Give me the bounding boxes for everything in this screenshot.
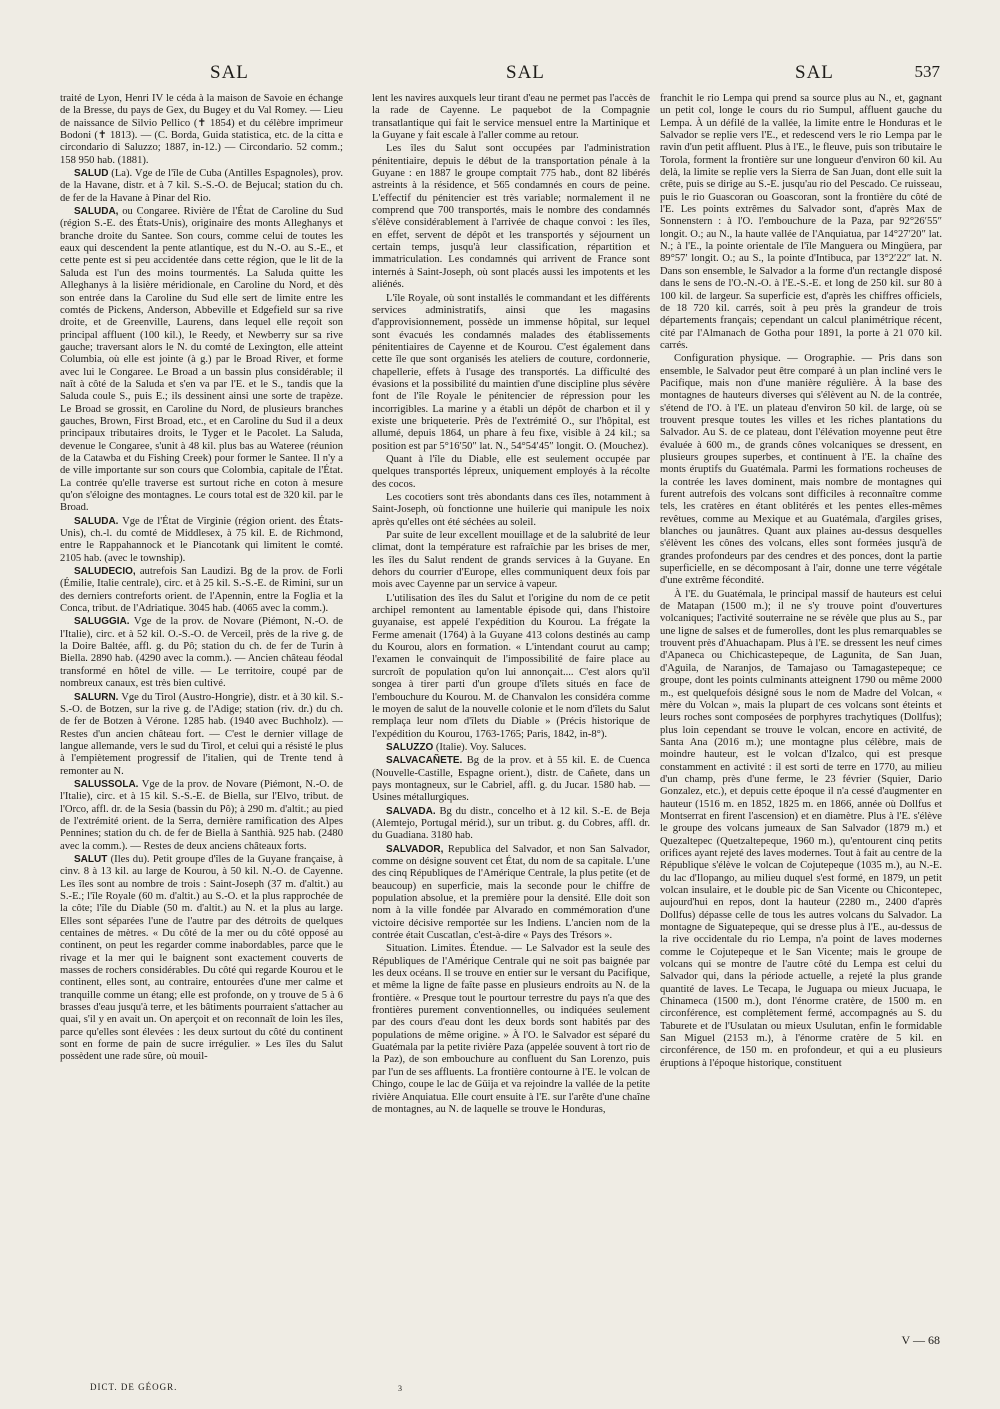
entry-headword: SALUDA. (74, 515, 119, 527)
entry-paragraph (372, 492, 650, 529)
entry-text: (La). Vge de l'île de Cuba (Antilles Espagnoles), prov. de la Havane, distr. et à 7 kil. S.-S.-O. de Bejucal; station du ch. de fer de la Havane à Pinar del Rio. (60, 168, 343, 204)
page-number: 537 (914, 62, 940, 81)
entry-paragraph (372, 454, 650, 491)
entry-paragraph (660, 589, 942, 1070)
dictionary-entry (372, 742, 650, 754)
dictionary-entry (60, 168, 343, 205)
entry-headword: SALVACAÑETE. (386, 755, 463, 767)
entry-text: traité de Lyon, Henri IV le céda à la maison de Savoie en échange de la Bresse, du pays de Gex, du Bugey et du Val Romey. — Lieu de naissance de Silvio Pellico (✝ 1854) et du célèbre imprimeur Bodoni (✝ 1813). — (C. Borda, Guida statistica, etc. de la citta e circondario di Saluzzo; 1887, in-12.) — Circondario. 52 comm.; 158 950 hab. (1881). (60, 93, 343, 166)
entry-text: Vge du Tirol (Austro-Hongrie), distr. et à 30 kil. S.-S.-O. de Botzen, sur la rive g. de l'Adige; station (riv. dr.) du ch. de fer de Botzen à Vérone. 1285 hab. (1940 avec Buchholz). — Restes d'un ancien château fort. — C'est le dernier village de langue allemande, vers le sud du Tirol, et celui qui a résisté le plus à l'empiètement progressif de l'italien, qui de Trente tend à remonter au N. (60, 691, 343, 777)
dictionary-entry (60, 206, 343, 515)
entry-text: autrefois San Laudizi. Bg de la prov. de Forli (Émilie, Italie centrale), circ. et à 25 kil. S.-S.-E. de Rimini, sur un des derniers contreforts orient. de l'Apennin, entre la Foglia et la Conca, tribut. de l'Adriatique. 3045 hab. (4065 avec la comm.). (60, 566, 343, 615)
entry-text: Situation. Limites. Étendue. — Le Salvador est la seule des Républiques de l'Amérique Centrale qui ne soit pas baignée par les deux océans. Il se trouve en entier sur le versant du Pacifique, et même la ligne de faîte passe en plusieurs endroits au N. de la frontière. « Presque tout le pourtour terrestre du pays n'a que des frontières purement conventionnelles, ou indiquées seulement par des cours d'eau dont les deux bords sont habités par des populations de même origine. » À l'O. le Salvador est séparé du Guatémala par la petite rivière Paza (appelée souvent à tort rio de la Paz), de son embouchure au confluent du San Lorenzo, puis par l'un de ses affluents. La frontière contourne à l'E. le volcan de Chingo, coupe le lac de Güija et va rejoindre la vallée de la petite rivière Anquiatua. Elle court ensuite à l'E. sur l'arête d'une chaîne de montagnes, au N. de laquelle se trouve le Honduras, (372, 943, 650, 1115)
entry-headword: SALUDA, (74, 206, 119, 218)
entry-text: Configuration physique. — Orographie. — Pris dans son ensemble, le Salvador peut être comparé à un plan incliné vers le Pacifique, mais non d'une manière régulière. À la base des montagnes de hauteurs diverses qui s'élèvent au N. de la contrée, s'étend de l'O. à l'E. un plateau d'environ 50 kil. de large, où se trouvent presque toutes les villes et les riches plantations du Salvador. Au S. de ce plateau, dont l'élévation moyenne peut être évaluée à 600 m., de grands cônes volcaniques se dressent, en plusieurs groupes superbes, et continuent à l'E. la chaîne des monts éruptifs du Guatémala. Parmi les formations rocheuses de la contrée les laves dominent, mais nombre de montagnes qui furent autrefois des volcans sont difficiles à reconnaître comme tels, les cratères en étant oblitérés et les pentes elles-mêmes revêtues, comme au Mexique et au Guatémala, d'argiles grises, blanches ou jaunâtres. Quant aux plaines au-dessus desquelles s'élèvent les cônes des volcans, elles sont formées jusqu'à de grandes profondeurs par des cendres et des ponces, dont la partie superficielle, en se décomposant à l'air, donne une terre végétale d'une extrême fécondité. (660, 353, 942, 587)
entry-paragraph (660, 93, 942, 352)
entry-text: Vge de l'État de Virginie (région orient. des États-Unis), ch.-l. du comté de Middlesex, à 75 kil. E. de Richmond, entre le Rappahannock et le Piancotank qui limitent le comté. 2105 hab. (avec le township). (60, 515, 343, 564)
entry-headword: SALURN. (74, 691, 119, 703)
entry-paragraph (372, 530, 650, 592)
entry-text: L'île Royale, où sont installés le commandant et les différents services administratifs, ainsi que les magasins d'approvisionnement, possède un immense hôpital, sur lequel sont évacués les condamnés malades des établissements pénitentiaires de Cayenne et de Kourou. C'est également dans cette île que sont organisés les ateliers de couture, cordonnerie, chapellerie, effets à l'usage des transportés. La difficulté des évasions et la possibilité du maintien d'une discipline plus sévère font de l'île Royale le pénitencier de répression pour les incorrigibles. La marine y a établi un dépôt de charbon et il y existe une briqueterie. Près de l'extrémité O., sur l'hôpital, est allumé, depuis 1864, un phare à feu fixe, visible à 24 kil.; sa position est par 5°16′50″ lat. N., 54°54′45″ longit. O. (Mouchez). (372, 292, 650, 452)
entry-text: Par suite de leur excellent mouillage et de la salubrité de leur climat, dont la température est rafraîchie par les brises de mer, les îles du Salut rendent de grands services à la Guyane. En dehors du courrier d'Europe, elles communiquent deux fois par mois avec Cayenne par un service à vapeur. (372, 530, 650, 591)
entry-text: (Iles du). Petit groupe d'îles de la Guyane française, à cinv. 8 à 13 kil. au large de Kourou, à 50 kil. N.-O. de Cayenne. Les îles sont au nombre de trois : Saint-Joseph (37 m. d'altit.) au S.-E.; l'île Royale (60 m. d'altit.) au S.-O. et la plus rapprochée de la côte; l'île du Diable (50 m. d'altit.) au N. et la plus au large. Elles sont séparées l'une de l'autre par des détroits de quelques centaines de mètres. « Du côté de la mer ou du côté opposé au continent, on peut les regarder comme inabordables, parce que le rivage et la mer qui le baignent sont exactement couverts de masses de rochers considérables. Du côté qui regarde Kourou et le continent, elles sont, au contraire, entourées d'une mer calme et tranquille comme un étang; elle est profonde, on y trouve de 5 à 6 brasses d'eau jusqu'à terre, et les bâtiments pourraient s'attacher au quai, s'il y en avait un. On aperçoit et on reconnaît de loin les îles, parce qu'elles sont élevées : les deux surtout du côté du continent sont en forme de pain de sucre irrégulier. » Les îles du Salut possèdent une rade sûre, où mouil- (60, 853, 343, 1063)
entry-text: L'utilisation des îles du Salut et l'origine du nom de ce petit archipel remontent au lamentable épisode qui, dans l'histoire guyanaise, est appelé l'expédition du Kourou. La frégate la Ferme amenait (1764) à la Guyane 413 colons destinés au camp du Kourou, alors en formation. « L'intendant courut au camp; l'examen le convainquit de l'impossibilité de faire place au surcroît de population qu'on lui annonçait.... C'est alors qu'il songea à tirer parti d'un groupe d'îlets situés en face de l'embouchure du Kourou. M. de Chanvalon les considéra comme le moyen de salut de la nouvelle colonie et le nom d'îlets du Salut remplaça leur nom d'îlets du Diable » (Précis historique de l'expédition du Kourou, 1763-1765; Paris, 1842, in-8°). (372, 592, 650, 740)
header-right-word: SAL (795, 62, 834, 83)
entry-headword: SALUDECIO, (74, 566, 136, 578)
header-left-word: SAL (210, 62, 249, 83)
entry-headword: SALUD (74, 168, 109, 180)
entry-paragraph (372, 93, 650, 142)
entry-paragraph (372, 593, 650, 741)
dictionary-entry (60, 854, 343, 1064)
dictionary-entry (372, 844, 650, 943)
entry-text: À l'E. du Guatémala, le principal massif de hauteurs est celui de Matapan (1500 m.); il ne s'y trouve point d'ouvertures volcaniques; l'activité souterraine ne se révèle que plus au S., par une ligne de salses et de fumerolles, dont les plus remarquables se trouvent près d'Ahuachapam. Plus à l'E. se dressent les neuf cimes d'Apaneca ou Chichicastepeque, de Lagunita, de San Juan, d'Aguila, de Naranjos, de Tamajaso ou Tamagastepeque; ce groupe, dont les points culminants atteignent 1790 ou même 2000 m., est quelquefois désigné sous le nom de Madre del Volcan, « mère du Volcan », mais la plupart de ces volcans sont éteints et leurs roches sont composées de porphyres trachytiques (Dollfus); plus loin cependant se trouve le volcan, encore en activité, de Santa Ana (2016 m.); une montagne plus célèbre, mais de moindre hauteur, est le volcan d'Izalco, qui est presque constamment en activité : il est sorti de terre en 1770, au milieu d'un champ, près d'une ferme, le 23 février (Squier, Dario Gonzalez, etc.), et depuis cette époque il n'a cessé d'augmenter en hauteur (1516 m. en 1852, 1825 m. en 1866, année où Dollfus et Montserrat en firent l'ascension) et en diamètre. Plus à l'E. s'élève le groupe des volcans jumeaux de San Salvador (1879 m.) et Quezaltepec (Quetzaltepeque, 1960 m.), qu'entourent cinq petits orifices ayant rejeté des laves modernes. Tout à fait au centre de la République s'élève le volcan de Cojutepeque (1035 m.), au N.-E. du lac d'Ilopango, au milieu duquel s'est formé, en 1879, un petit volcan insulaire, et le double pic de San Vicente ou Chicontepec, aujourd'hui en repos, dont la hauteur (2280 m., 2400 d'après Dollfus) dépasse celle de tous les autres volcans du Salvador. La montagne de Siguatepeque, qui se dresse plus à l'E., au-dessus de la rive occidentale du rio Lempa, n'a point de laves modernes comme le Cojutepeque et le San Vicente; mais le groupe de volcans qui se montre de l'autre côté du Lempa est celui du Salvador qui, dans la période actuelle, a rejeté la plus grande quantité de laves. Le Tecapa, le Juguapa ou mieux Jucuapa, le Chinameca (1500 m.), dont l'énorme cratère, de 1500 m. en circonférence, est complètement fermé, accompagnés au S. du Taburete et de l'Usulatan ou mieux Usulutan, enfin le formidable San Miguel (2153 m.), à l'énorme cratère de 5 kil. en circonférence, de 150 m. en profondeur, et qui a eu plusieurs éruptions à l'époque historique, constituent (660, 588, 942, 1069)
entry-text: Vge de la prov. de Novare (Piémont, N.-O. de l'Italie), circ. et à 52 kil. O.-S.-O. de Verceil, près de la rive g. de la Doire Baltée, affl. g. du Pô; station du ch. de fer de Turin à Biella. 2890 hab. (4290 avec la comm.). — Ancien château féodal transformé en hôtel de ville. — Le territoire, coupé par de nombreux canaux, est très bien cultivé. (60, 616, 343, 690)
entry-paragraph (60, 93, 343, 167)
footer-signature: DICT. DE GÉOGR. (90, 1382, 178, 1392)
entry-paragraph (372, 143, 650, 291)
dictionary-entry (60, 566, 343, 615)
entry-text: Bg de la prov. et à 55 kil. E. de Cuenca (Nouvelle-Castille, Espagne orient.), distr. de Cañete, dans un pays montagneux, sur le Cabriel, affl. g. du Jucar. 1580 hab. — Usines métallurgiques. (372, 755, 650, 804)
entry-paragraph (660, 353, 942, 588)
entry-text: lent les navires auxquels leur tirant d'eau ne permet pas l'accès de la rade de Cayenne. Le paquebot de la Compagnie transatlantique qui fait le service mensuel entre la Martinique et la Guyane y fait escale à l'aller comme au retour. (372, 93, 650, 142)
entry-text: (Italie). Voy. Saluces. (435, 741, 527, 753)
text-column-1 (60, 93, 343, 1328)
entry-text: franchit le rio Lempa qui prend sa source plus au N., et, gagnant un petit col, longe le cours du rio Sumpul, affluent gauche du Lempa. À un défilé de la vallée, la limite entre le Honduras et le Salvador se replie vers l'E., et redescend vers le rio Lempa par le ravin d'un petit affluent. Plus à l'E., le fleuve, puis son tributaire le Torola, forment la frontière sur une longueur d'environ 60 kil. Au delà, la limite se replie vers la Sierra de San Juan, dont elle suit la crête, puis se dirige au S.-E. jusqu'au rio del Pescado. Ce ruisseau, puis le rio Guascoran ou Goascoran, sont la frontière du côté de l'E. Les points extrêmes du Salvador sont, d'après Max de Sonnenstern : à l'O. l'embouchure de la Paza, par 92°26′55″ longit. O.; au N., la haute vallée de l'Anquiatua, par 14°27′20″ lat. N.; à l'E., la pointe orientale de l'île Manguera ou Mingüera, par 89°57′ longit. O.; au S., la pointe d'Intibuca, par 13°2′22″ lat. N. Dans son ensemble, le Salvador a la forme d'un rectangle disposé dans le sens de l'O.-N.-O. à l'E.-S.-E. et long de 250 kil. sur 80 à 100 kil. de largeur. Sa superficie est, d'après les chiffres officiels, de 18 720 kil. carrés, soit à peu près la grandeur de trois départements français; cependant un calcul planimétrique récent, cité par l'Almanach de Gotha pour 1891, la porte à 21 070 kil. carrés. (660, 93, 942, 351)
dictionary-entry (60, 616, 343, 690)
entry-text: Bg du distr., concelho et à 12 kil. S.-E. de Beja (Alemtejo, Portugal mérid.), sur un tribut. g. du Cobres, affl. dr. du Guadiana. 3180 hab. (372, 805, 650, 842)
running-header (60, 62, 940, 90)
entry-text: Les îles du Salut sont occupées par l'administration pénitentiaire, depuis le début de la transportation pénale à la Guyane : en 1887 le groupe comptait 775 hab., dont 82 libérés astreints à la résidence, et 565 condamnés en cours de peine. L'effectif du pénitencier est très variable; normalement il ne comprend que 700 transportés, mais le nombre des condamnés s'élève considérablement à l'arrivée de chaque convoi : les îles, en effet, servent de dépôt et les transportés y séjournent un certain temps, jusqu'à leur classification, répartition et immatriculation. Les condamnés qui arrivent de France sont internés à Saint-Joseph, où sont placés aussi les impotents et les aliénés. (372, 143, 650, 291)
entry-text: Quant à l'île du Diable, elle est seulement occupée par quelques transportés lépreux, uniquement employés à la récolte des cocos. (372, 453, 650, 490)
text-column-3 (660, 93, 942, 1328)
entry-text: Vge de la prov. de Novare (Piémont, N.-O. de l'Italie), circ. et à 15 kil. S.-S.-E. de Biella, sur l'Elvo, tribut. de l'Orco, affl. dr. de la Sesia (bassin du Pô); à 290 m. d'altit.; au pied de l'extrémité orient. de la Serra, dernière ramification des Alpes Pennines; station du ch. de fer de Biella à Santhià. 925 hab. (2480 avec la comm.). — Restes de deux anciens châteaux forts. (60, 778, 343, 852)
entry-headword: SALVADA. (386, 805, 436, 817)
dictionary-entry (60, 779, 343, 853)
text-column-2 (372, 93, 650, 1328)
header-center-word: SAL (506, 62, 545, 83)
dictionary-entry (372, 755, 650, 804)
entry-headword: SALUT (74, 853, 108, 865)
entry-text: Republica del Salvador, et non San Salvador, comme on désigne souvent cet État, du nom de sa capitale. L'une des cinq Républiques de l'Amérique Centrale, la plus petite (et de beaucoup) en superficie, mais la seconde pour le chiffre de population absolue, et la première pour la densité. Elle doit son nom à la ville fondée par Alvarado en commémoration d'une victoire décisive remportée sur les Indiens. L'ancien nom de la contrée était Cuscatlan, c'est-à-dire « Pays des Trésors ». (372, 843, 650, 942)
dictionary-entry (372, 806, 650, 843)
entry-headword: SALUGGIA. (74, 616, 130, 628)
dictionary-entry (60, 516, 343, 565)
entry-headword: SALVADOR, (386, 843, 444, 855)
entry-paragraph (372, 943, 650, 1116)
entry-text: ou Congaree. Rivière de l'État de Caroline du Sud (région S.-E. des États-Unis), originaire des monts Alleghanys et branche droite du Santee. Son cours, comme celui de toutes les eaux qui descendent la pente atlantique, est du N.-O. au S.-E., et cette pente est si peu accidentée dans cette région, que le lit de la Saluda est l'un des moins tourmentés. La Saluda quitte les Alleghanys à la lisière méridionale, en Caroline du Nord, et dès son entrée dans la Caroline du Sud elle sert de limite entre les comtés de Pickens, Anderson, Abbeville et Edgefield sur sa rive droite, et de Greenville, Laurens, dans lequel elle reçoit son principal affluent (100 kil.), le Reedy, et Newberry sur sa rive gauche; traversant alors le N. du comté de Lexington, elle atteint Columbia, où elle est jointe (à g.) par le Broad River, et forme avec lui le Congaree. Le Broad a un bassin plus considérable; il naît à côté de la Saluda et s'en va par l'E. et le S., tandis que la Saluda coule S., puis E.; ils dessinent ainsi une sorte de trapèze. Le Broad se grossit, en Caroline du Nord, de plusieurs branches gauches, Brown, First Broad, etc., et en Caroline du Sud il a deux principaux tributaires droits, le Tyger et le Pacolet. La Saluda, devenue le Congaree, s'unit à 48 kil. plus bas au Wateree (réunion de la Catawba et du Fishing Creek) pour former le Santee. Il n'y a de ville importante sur son cours que Colombia, capitale de l'État. La contrée qu'elle traverse est surtout riche en coton à mesure qu'on s'éloigne des montagnes. Le cours total est de 320 kil. par le Broad. (60, 206, 343, 514)
footer-sheet-mark: 3 (398, 1384, 402, 1393)
entry-headword: SALUSSOLA. (74, 778, 139, 790)
entry-headword: SALUZZO (386, 741, 434, 753)
entry-paragraph (372, 293, 650, 453)
footer-volume-mark: V — 68 (901, 1333, 940, 1347)
dictionary-entry (60, 692, 343, 778)
entry-text: Les cocotiers sont très abondants dans ces îles, notamment à Saint-Joseph, où fonctionne une huilerie qui manipule les noix après qu'elles ont été séchées au soleil. (372, 492, 650, 528)
